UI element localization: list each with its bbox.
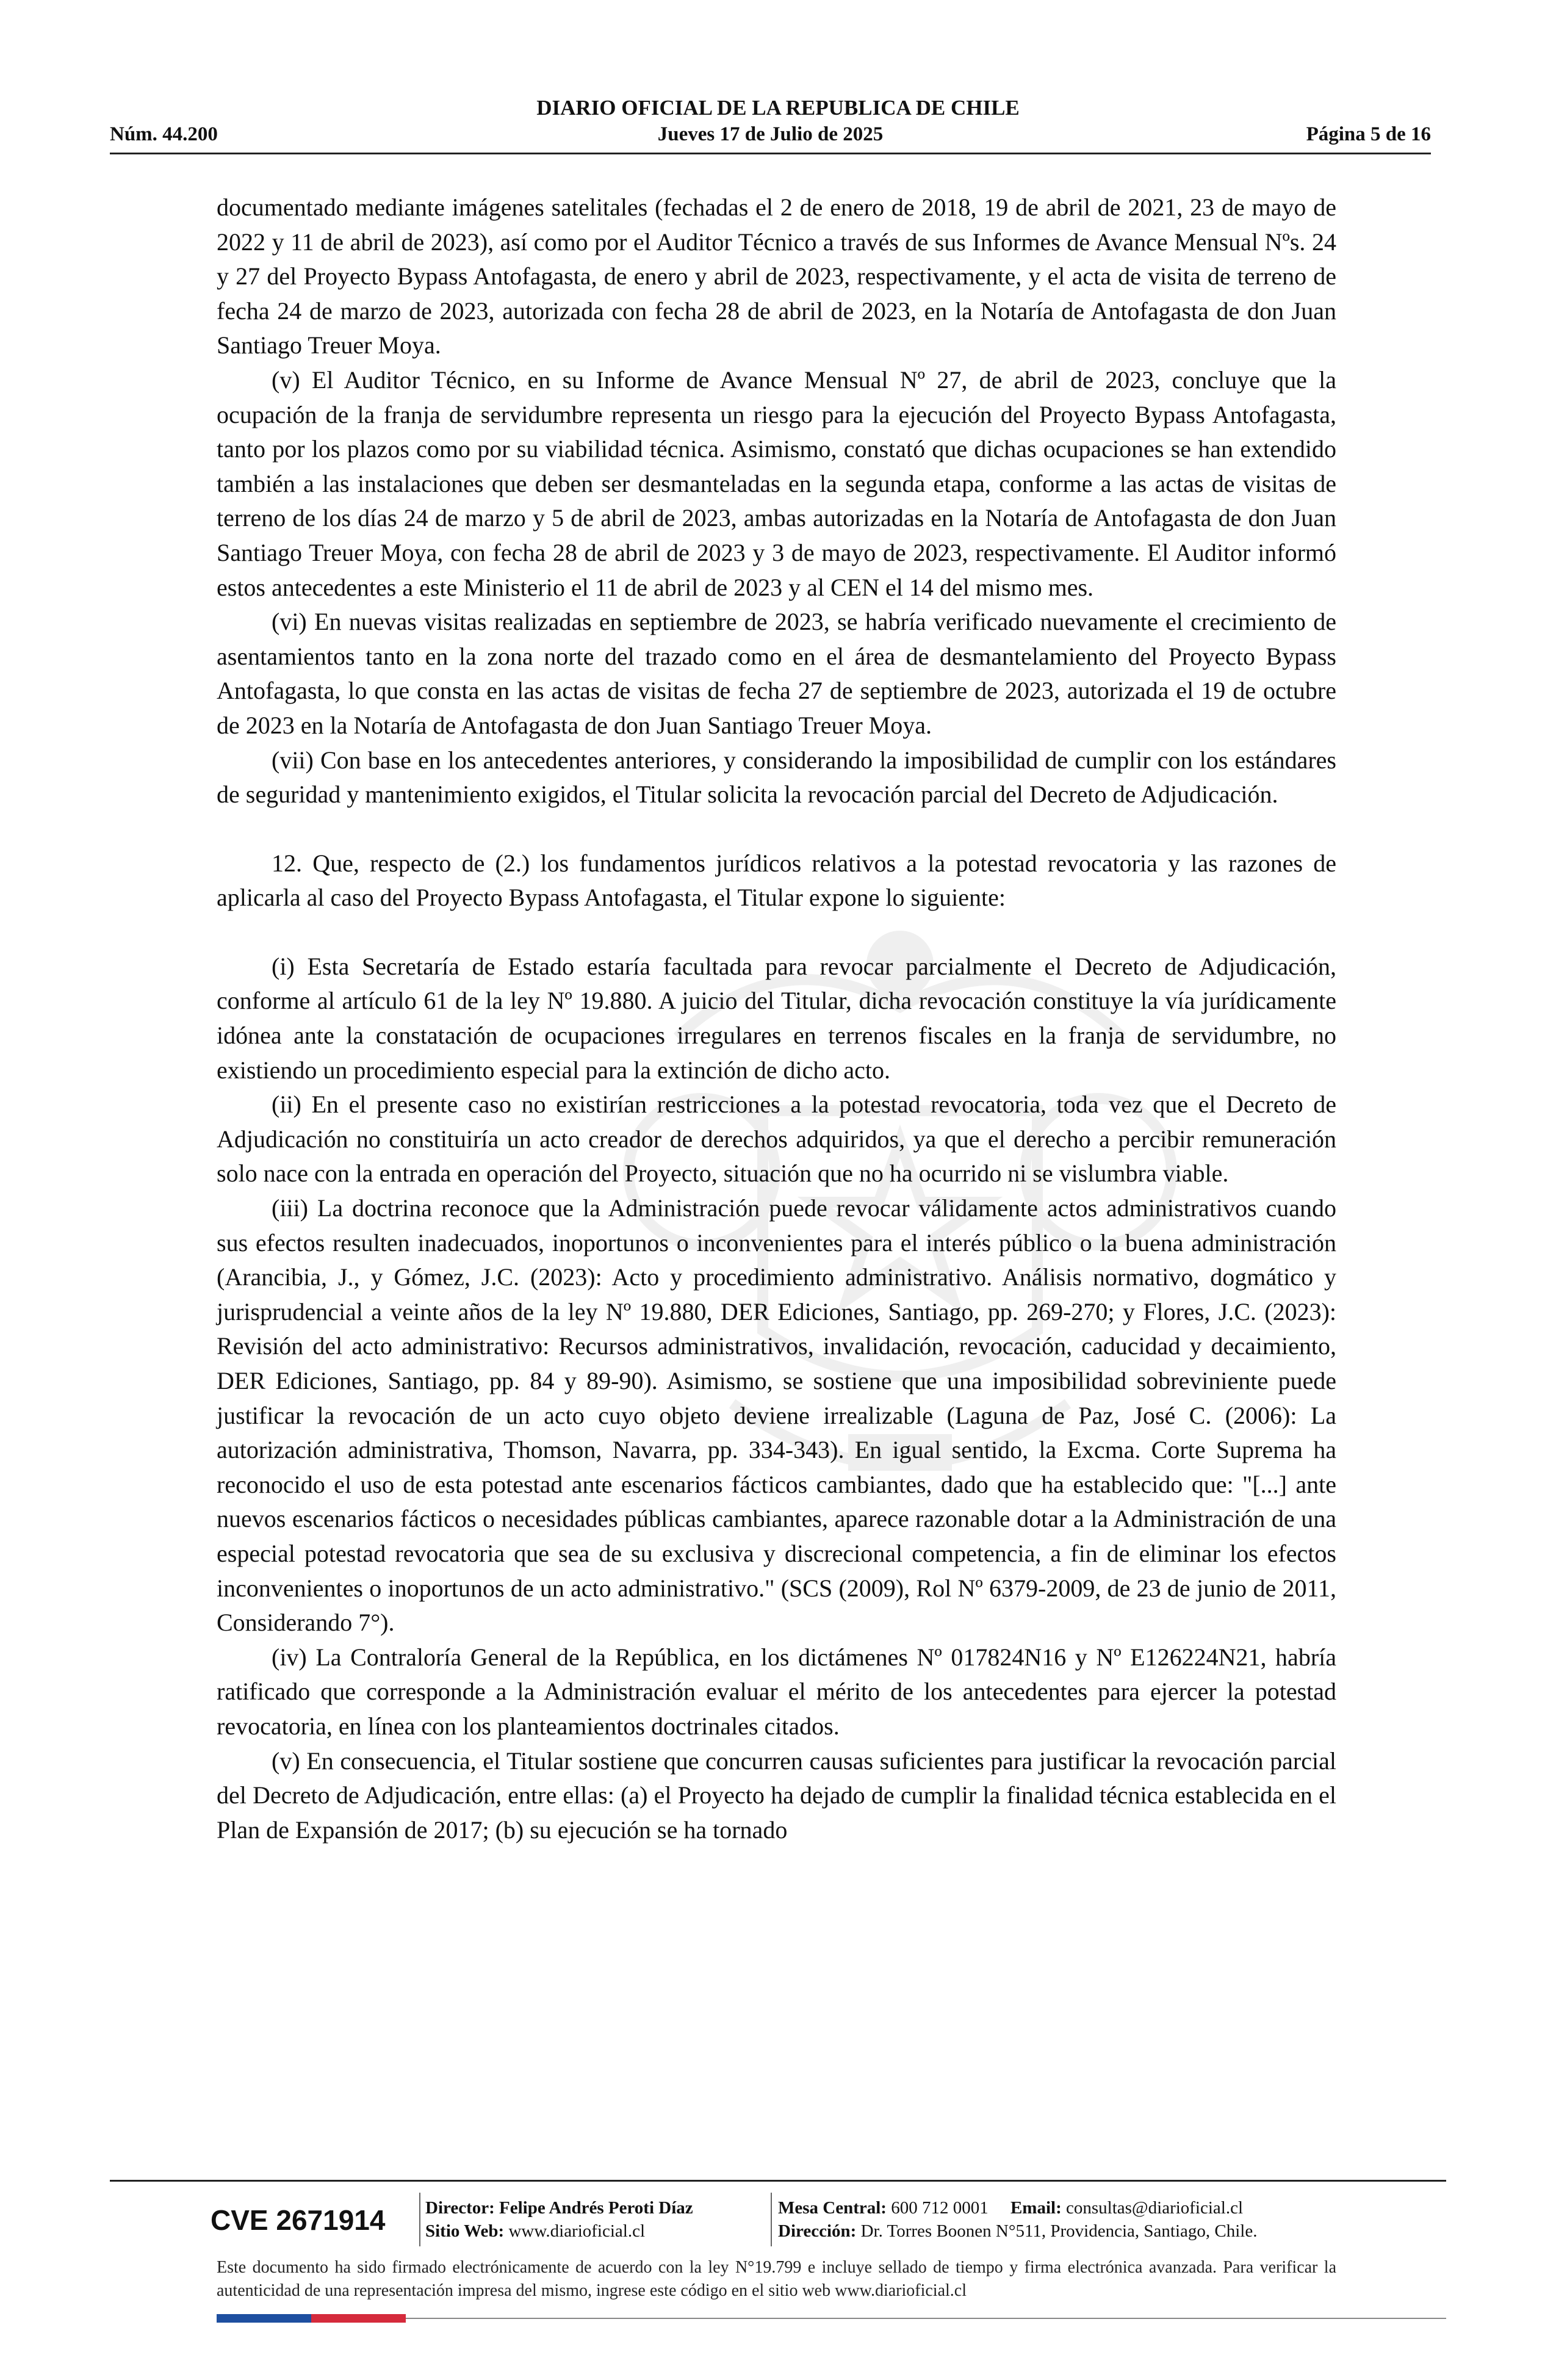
paragraph: 12. Que, respecto de (2.) los fundamentos jurídicos relativos a la potestad revocatoria y las razones de aplicarla al caso del Proyecto Bypass Antofagasta, el Titular expone lo siguiente: [217,849,1336,912]
director-name: Director: Felipe Andrés Peroti Díaz [425,2198,693,2218]
paragraph: (ii) En el presente caso no existirían restricciones a la potestad revocatoria, toda vez que el Decreto de Adjudicación no constituiría un acto creador de derechos adquiridos, ya que el derecho a percibir remuneración solo nace con la entrada en operación del Proyecto, situación que no ha ocurrido ni se vislumbra viable. [217,1091,1336,1188]
email-label: Email: [1010,2198,1062,2218]
footer-separator [419,2193,420,2246]
cve-code: CVE 2671914 [211,2204,386,2236]
site-label: Sitio Web: [425,2221,505,2241]
paragraph: (vi) En nuevas visitas realizadas en septiembre de 2023, se habría verificado nuevamente el crecimiento de asentamientos tanto en la zona norte del trazado como en el área de desmantelamiento del Proyecto Bypass Antofagasta, lo que consta en las actas de visitas de fecha 27 de septiembre de 2023, autorizada el 19 de octubre de 2023 en la Notaría de Antofagasta de don Juan Santiago Treuer Moya. [217,608,1336,739]
footer-divider [110,2180,1446,2182]
issue-date: Jueves 17 de Julio de 2025 [657,123,884,145]
address-value: Dr. Torres Boonen N°511, Providencia, Santiago, Chile. [860,2221,1258,2241]
paragraph: documentado mediante imágenes satelitales (fechadas el 2 de enero de 2018, 19 de abril de 2021, 23 de mayo de 2022 y 11 de abril de 2023), así como por el Auditor Técnico a través de sus Informes de Avance Mensual Nºs. 24 y 27 del Proyecto Bypass Antofagasta, de enero y abril de 2023, respectivamente, y el acta de visita de terreno de fecha 24 de marzo de 2023, autorizada con fecha 28 de abril de 2023, en la Notaría de Antofagasta de don Juan Santiago Treuer Moya. [217,193,1336,359]
signature-notice: Este documento ha sido firmado electrónicamente de acuerdo con la ley N°19.799 e incluye sellado de tiempo y firma electrónica avanzada. Para verificar la autenticidad de una representación impresa del mismo, ingrese este código en el sitio web www.diarioficial.cl [217,2258,1336,2300]
document-body [217,190,1336,1847]
paragraph: (v) En consecuencia, el Titular sostiene que concurren causas suficientes para justificar la revocación parcial del Decreto de Adjudicación, entre ellas: (a) el Proyecto ha dejado de cumplir la finalidad técnica establecida en el Plan de Expansión de 2017; (b) su ejecución se ha tornado [217,1747,1336,1844]
mesa-label: Mesa Central: [778,2198,887,2218]
address-label: Dirección: [778,2221,857,2241]
paragraph: (iii) La doctrina reconoce que la Administración puede revocar válidamente actos administrativos cuando sus efectos resulten inadecuados, inoportunos o inconvenientes para el interés público o la buena administración (Arancibia, J., y Gómez, J.C. (2023): Acto y procedimiento administrativo. Análisis normativo, dogmático y jurisprudencial a veinte años de la ley Nº 19.880, DER Ediciones, Santiago, pp. 269-270; y Flores, J.C. (2023): Revisión del acto administrativo: Recursos administrativos, invalidación, revocación, caducidad y decaimiento, DER Ediciones, Santiago, pp. 84 y 89-90). Asimismo, se sostiene que una imposibilidad sobreviniente puede justificar la revocación de un acto cuyo objeto deviene irrealizable (Laguna de Paz, José C. (2006): La autorización administrativa, Thomson, Navarra, pp. 334-343). En igual sentido, la Excma. Corte Suprema ha reconocido el uso de esta potestad ante escenarios fácticos cambiantes, dado que ha establecido que: "[...] ante nuevos escenarios fácticos o necesidades públicas cambiantes, aparece razonable dotar a la Administración de una especial potestad revocatoria que sea de su exclusiva y discrecional competencia, a fin de eliminar los efectos inconvenientes o inoportunos de un acto administrativo." (SCS (2009), Rol Nº 6379-2009, de 23 de junio de 2011, Considerando 7°). [217,1194,1336,1637]
footer-separator [771,2193,772,2246]
flag-blue-segment [217,2314,311,2323]
flag-red-segment [311,2314,406,2323]
publication-title: DIARIO OFICIAL DE LA REPUBLICA DE CHILE [536,96,1020,120]
paragraph: (iv) La Contraloría General de la República, en los dictámenes Nº 017824N16 y Nº E126224N21, habría ratificado que corresponde a la Administración evaluar el mérito de los antecedentes para ejercer la potestad revocatoria, en línea con los planteamientos doctrinales citados. [217,1643,1336,1740]
page-indicator: Página 5 de 16 [1306,123,1431,145]
paragraph: (i) Esta Secretaría de Estado estaría facultada para revocar parcialmente el Decreto de Adjudicación, conforme al artículo 61 de la ley Nº 19.880. A juicio del Titular, dicha revocación constituye la vía jurídicamente idónea ante la constatación de ocupaciones irregulares en terrenos fiscales en la franja de servidumbre, no existiendo un procedimiento especial para la extinción de dicho acto. [217,952,1336,1084]
footer-contact-block [778,2196,1257,2243]
header-divider [110,153,1431,154]
paragraph: (vii) Con base en los antecedentes anteriores, y considerando la imposibilidad de cumplir con los estándares de seguridad y mantenimiento exigidos, el Titular solicita la revocación parcial del Decreto de Adjudicación. [217,746,1336,809]
issue-number: Núm. 44.200 [110,123,218,145]
email-link[interactable]: consultas@diarioficial.cl [1066,2198,1244,2218]
footer [211,2188,1345,2255]
site-link[interactable]: www.diarioficial.cl [508,2221,646,2241]
paragraph: (v) El Auditor Técnico, en su Informe de Avance Mensual Nº 27, de abril de 2023, concluye que la ocupación de la franja de servidumbre representa un riesgo para la ejecución del Proyecto Bypass Antofagasta, tanto por los plazos como por su viabilidad técnica. Asimismo, constató que dichas ocupaciones se han extendido también a las instalaciones que deben ser desmanteladas en la segunda etapa, conforme a las actas de visitas de terreno de los días 24 de marzo y 5 de abril de 2023, ambas autorizadas en la Notaría de Antofagasta de don Juan Santiago Treuer Moya, con fecha 28 de abril de 2023 y 3 de mayo de 2023, respectivamente. El Auditor informó estos antecedentes a este Ministerio el 11 de abril de 2023 y al CEN el 14 del mismo mes. [217,366,1336,601]
mesa-phone: 600 712 0001 [891,2198,989,2218]
flag-color-bar [217,2314,406,2323]
footer-director-block [425,2196,693,2243]
bottom-divider [406,2318,1446,2319]
